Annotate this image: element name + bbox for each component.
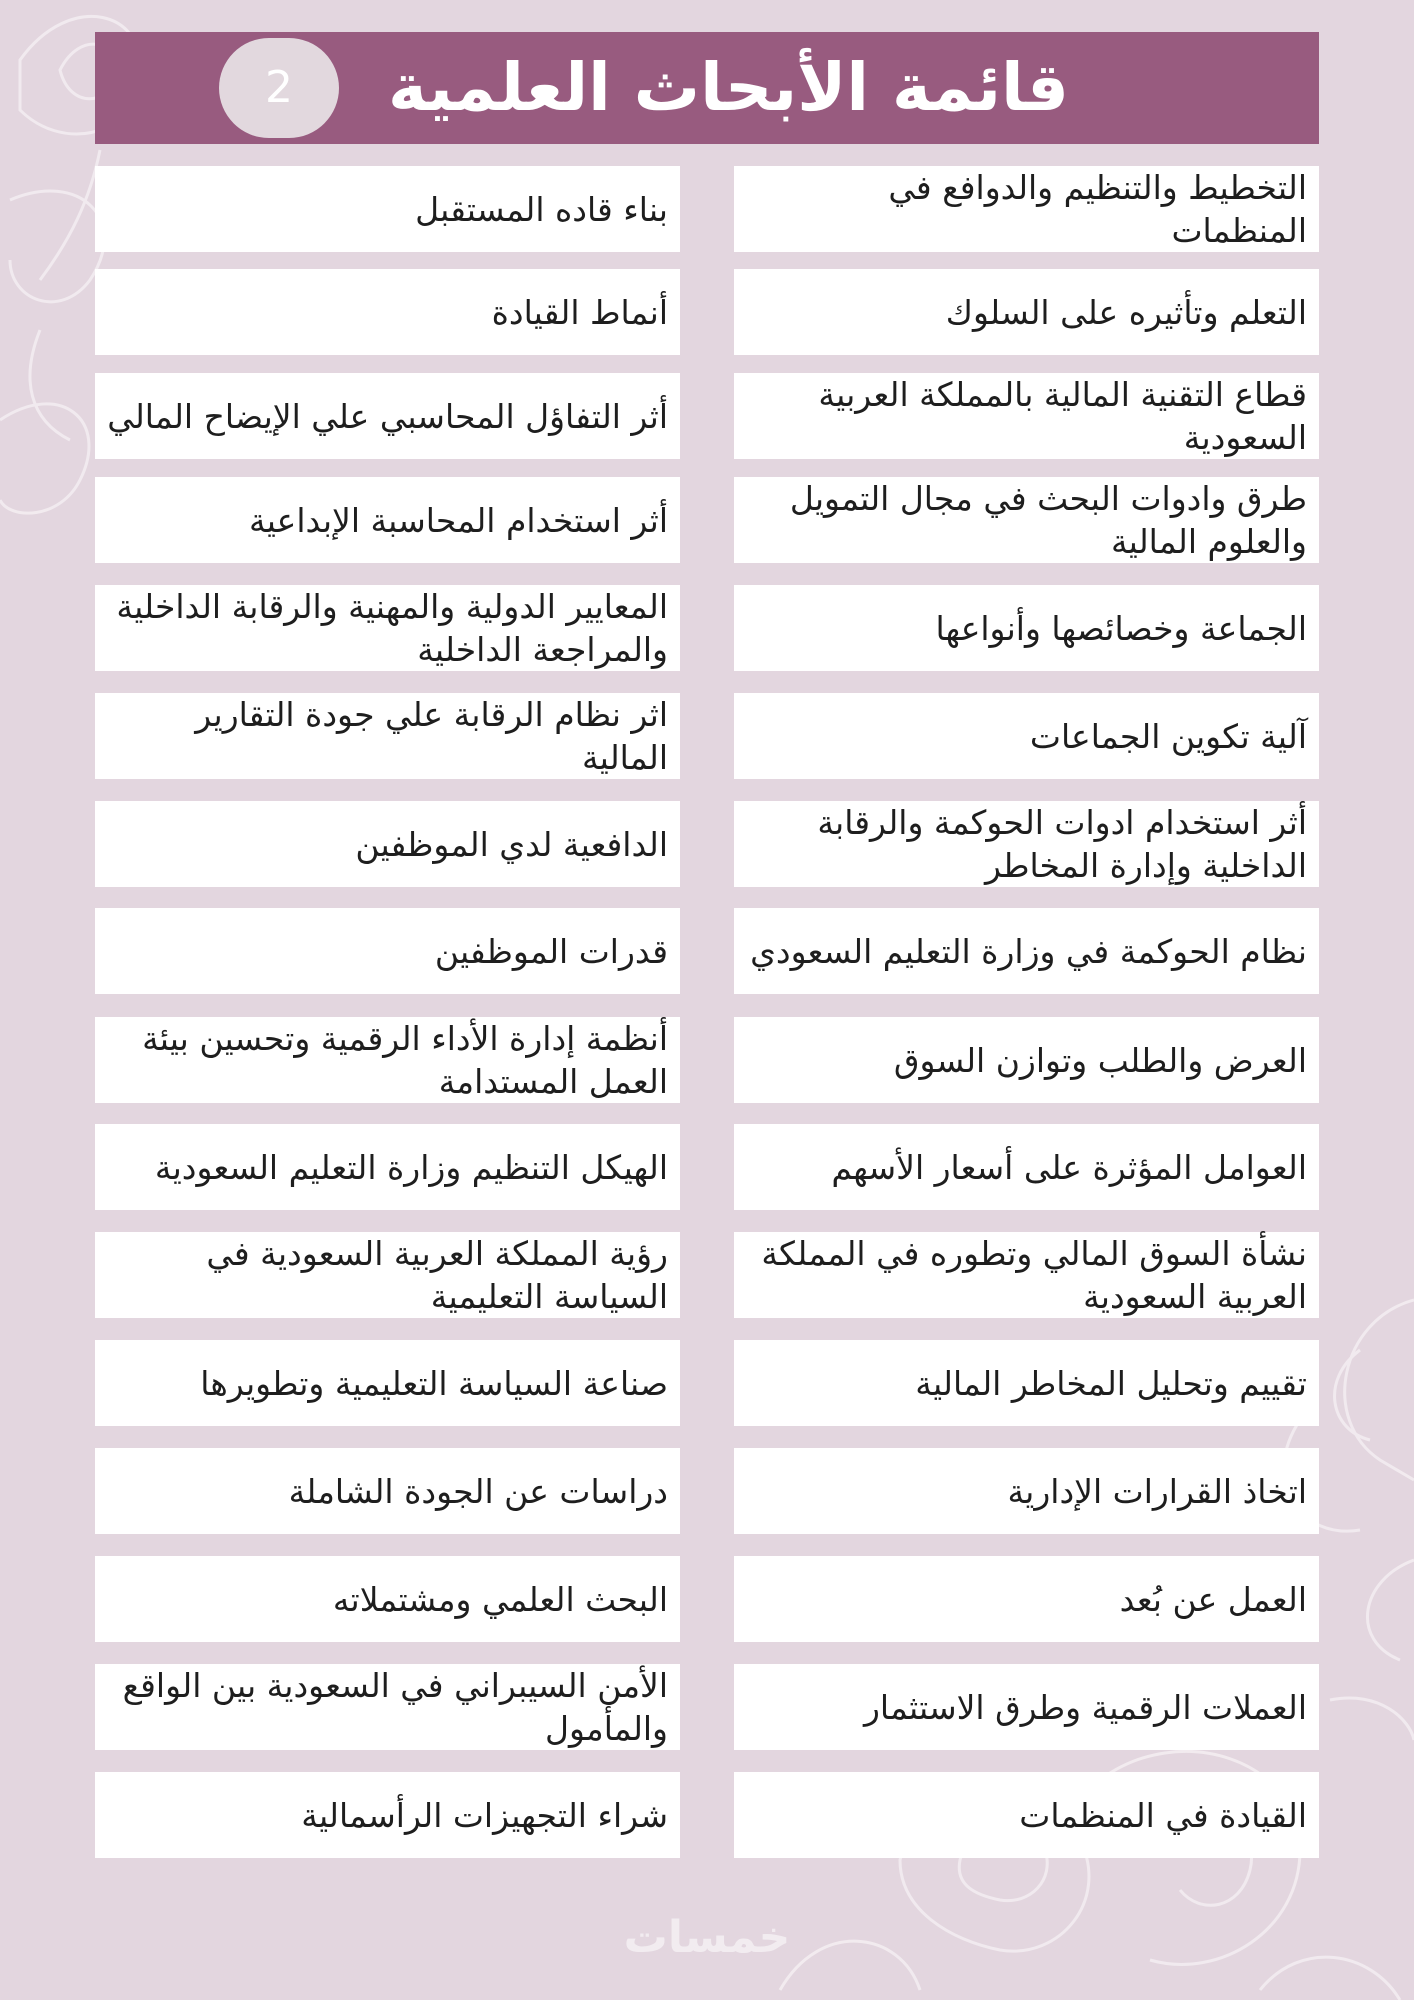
list-item bbox=[734, 585, 1319, 671]
page-title: قائمة الأبحاث العلمية bbox=[387, 49, 1069, 126]
item-label: رؤية المملكة العربية السعودية في السياسة التعليمية bbox=[206, 1234, 668, 1316]
item-label: اتخاذ القرارات الإدارية bbox=[1007, 1471, 1307, 1511]
list-item bbox=[734, 1556, 1319, 1642]
item-label: الدافعية لدي الموظفين bbox=[355, 824, 668, 864]
item-label: العوامل المؤثرة على أسعار الأسهم bbox=[831, 1147, 1307, 1187]
list-item bbox=[734, 801, 1319, 887]
list-item bbox=[95, 801, 680, 887]
list-item bbox=[734, 373, 1319, 459]
list-item bbox=[734, 269, 1319, 355]
list-item bbox=[734, 1772, 1319, 1858]
item-label: العملات الرقمية وطرق الاستثمار bbox=[863, 1687, 1307, 1727]
item-label: أنماط القيادة bbox=[491, 292, 668, 332]
item-label: التخطيط والتنظيم والدوافع في المنظمات bbox=[888, 168, 1307, 250]
item-label: تقييم وتحليل المخاطر المالية bbox=[915, 1363, 1307, 1403]
list-item bbox=[95, 373, 680, 459]
item-label: آلية تكوين الجماعات bbox=[1029, 716, 1307, 756]
list-item bbox=[734, 166, 1319, 252]
list-item bbox=[95, 269, 680, 355]
item-label: دراسات عن الجودة الشاملة bbox=[288, 1471, 668, 1511]
item-label: التعلم وتأثيره على السلوك bbox=[945, 292, 1307, 332]
list-item bbox=[734, 693, 1319, 779]
item-label: القيادة في المنظمات bbox=[1019, 1795, 1307, 1835]
list-item bbox=[95, 1340, 680, 1426]
list-item bbox=[734, 1448, 1319, 1534]
item-label: قدرات الموظفين bbox=[434, 931, 668, 971]
list-item bbox=[95, 1448, 680, 1534]
item-label: شراء التجهيزات الرأسمالية bbox=[301, 1795, 668, 1835]
list-item bbox=[95, 1772, 680, 1858]
item-label: الأمن السيبراني في السعودية بين الواقع والمأمول bbox=[122, 1666, 668, 1748]
item-label: أنظمة إدارة الأداء الرقمية وتحسين بيئة العمل المستدامة bbox=[142, 1019, 668, 1101]
list-item bbox=[95, 908, 680, 994]
item-label: أثر استخدام المحاسبة الإبداعية bbox=[249, 500, 668, 540]
list-item bbox=[95, 693, 680, 779]
list-item bbox=[95, 1664, 680, 1750]
item-label: الهيكل التنظيم وزارة التعليم السعودية bbox=[154, 1147, 668, 1187]
item-label: نشأة السوق المالي وتطوره في المملكة العربية السعودية bbox=[761, 1234, 1307, 1316]
item-label: بناء قاده المستقبل bbox=[415, 189, 668, 229]
list-item bbox=[95, 166, 680, 252]
item-label: المعايير الدولية والمهنية والرقابة الداخلية والمراجعة الداخلية bbox=[116, 587, 668, 669]
item-label: صناعة السياسة التعليمية وتطويرها bbox=[200, 1363, 668, 1403]
list-item bbox=[95, 1556, 680, 1642]
list-item bbox=[734, 1017, 1319, 1103]
list-item bbox=[734, 1664, 1319, 1750]
item-label: العمل عن بُعد bbox=[1119, 1579, 1307, 1619]
item-label: اثر نظام الرقابة علي جودة التقارير المالية bbox=[195, 695, 668, 777]
list-item bbox=[95, 1017, 680, 1103]
item-label: قطاع التقنية المالية بالمملكة العربية السعودية bbox=[818, 375, 1307, 457]
item-label: طرق وادوات البحث في مجال التمويل والعلوم المالية bbox=[789, 479, 1307, 561]
list-item bbox=[95, 1232, 680, 1318]
watermark-logo: خمسات bbox=[623, 1912, 791, 1963]
list-item bbox=[734, 1340, 1319, 1426]
item-label: الجماعة وخصائصها وأنواعها bbox=[935, 608, 1307, 648]
list-item bbox=[95, 585, 680, 671]
list-item bbox=[734, 1232, 1319, 1318]
item-label: نظام الحوكمة في وزارة التعليم السعودي bbox=[750, 931, 1307, 971]
page-number-badge: 2 bbox=[219, 38, 339, 138]
item-label: أثر التفاؤل المحاسبي علي الإيضاح المالي bbox=[107, 396, 668, 436]
list-item bbox=[734, 477, 1319, 563]
list-item bbox=[95, 477, 680, 563]
item-label: العرض والطلب وتوازن السوق bbox=[893, 1040, 1307, 1080]
list-item bbox=[95, 1124, 680, 1210]
item-label: أثر استخدام ادوات الحوكمة والرقابة الداخلية وإدارة المخاطر bbox=[817, 803, 1307, 885]
list-item bbox=[734, 1124, 1319, 1210]
list-item bbox=[734, 908, 1319, 994]
item-label: البحث العلمي ومشتملاته bbox=[332, 1579, 668, 1619]
